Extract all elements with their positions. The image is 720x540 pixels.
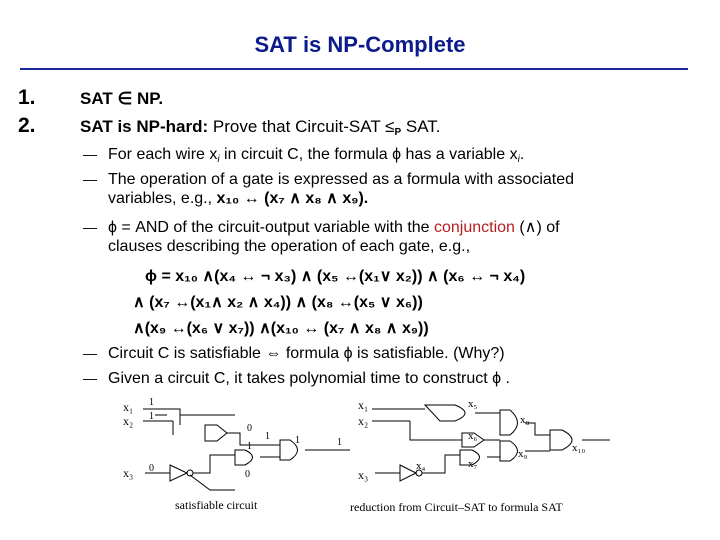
item-2-end: SAT.: [405, 117, 441, 136]
bullet-5: Given a circuit C, it takes polynomial time to construct ϕ .: [108, 370, 510, 387]
bullet-1-sub-b: i: [517, 154, 520, 165]
left-bit-9: 1: [337, 437, 342, 448]
left-bit-7: 1: [295, 435, 300, 446]
left-bit-5: 1: [247, 441, 252, 452]
left-caption: satisfiable circuit: [175, 498, 258, 512]
item-1-text: SAT ∈ NP.: [80, 89, 164, 108]
right-x3-label: x₃: [358, 468, 369, 482]
item-2-rest: Prove that Circuit-SAT ≤: [212, 117, 395, 136]
bullet-1-part-a: For each wire x: [108, 146, 218, 163]
right-x10-label: x₁₀: [572, 442, 586, 454]
bullet-3: [108, 218, 560, 256]
bullet-1-part-c: .: [519, 146, 525, 163]
right-caption: reduction from Circuit–SAT to formula SAT: [350, 500, 563, 514]
right-x1-label: x₁: [358, 398, 369, 412]
bullet-mark-5: —: [83, 370, 97, 386]
bullet-3-line-1: [108, 218, 560, 237]
satisfiable-circuit-diagram: [115, 395, 355, 520]
left-bit-4: 0: [247, 423, 252, 434]
conjunction-highlight: conjunction: [434, 219, 515, 236]
item-number-2: 2.: [18, 114, 36, 137]
bullet-3-text-b: (∧) of: [514, 219, 560, 236]
item-number-1: 1.: [18, 86, 36, 109]
right-x4-label: x₄: [416, 460, 426, 472]
right-x5-label: x₅: [468, 398, 478, 410]
bullet-2-line-2-text: variables, e.g.,: [108, 190, 217, 207]
bullet-1: [108, 145, 524, 169]
bullet-mark-1: —: [83, 146, 97, 162]
item-2-text: [80, 117, 441, 138]
right-x7-label: x₇: [468, 458, 478, 470]
bullet-mark-2: —: [83, 171, 97, 187]
left-x1-label: x₁: [123, 400, 134, 414]
left-x2-label: x₂: [123, 414, 134, 428]
title-divider: [20, 68, 688, 70]
right-x6-label: x₆: [468, 430, 478, 442]
formula-line-2: ∧ (x₇ ↔(x₁∧ x₂ ∧ x₄)) ∧ (x₈ ↔(x₅ ∨ x₆)): [133, 294, 423, 311]
bullet-1-part-b: in circuit C, the formula ϕ has a variable x: [219, 146, 518, 163]
left-bit-8: 0: [245, 469, 250, 480]
left-x3-label: x₃: [123, 466, 134, 480]
bullet-2-line-2: [108, 189, 574, 208]
bullet-4: Circuit C is satisfiable ⇔ formula ϕ is satisfiable. (Why?): [108, 345, 505, 362]
reduction-diagram: [350, 395, 612, 520]
left-bit-3: 0: [149, 463, 154, 474]
item-2-bold: SAT is NP-hard:: [80, 117, 209, 136]
bullet-3-line-2: clauses describing the operation of each gate, e.g.,: [108, 238, 471, 255]
formula-line-3: ∧(x₉ ↔(x₆ ∨ x₇)) ∧(x₁₀ ↔ (x₇ ∧ x₈ ∧ x₉)): [133, 320, 429, 337]
formula-line-1: ϕ = x₁₀ ∧(x₄ ↔ ¬ x₃) ∧ (x₅ ↔(x₁∨ x₂)) ∧ (x₆ ↔ ¬ x₄): [145, 268, 526, 285]
right-x2-label: x₂: [358, 414, 369, 428]
bullet-2: [108, 170, 574, 208]
bullet-mark-3: —: [83, 219, 97, 235]
slide-title: SAT is NP-Complete: [254, 32, 466, 57]
bullet-2-line-1: The operation of a gate is expressed as a formula with associated: [108, 171, 575, 188]
bullet-3-text-a: ϕ = AND of the circuit-output variable with the: [108, 219, 434, 236]
item-2-sub: P: [394, 127, 402, 138]
bullet-1-sub-a: i: [217, 154, 220, 165]
bullet-2-line-2-formula: x₁₀ ↔ (x₇ ∧ x₈ ∧ x₉).: [216, 190, 369, 207]
right-x8-label: x₈: [520, 414, 530, 426]
right-x9-label: x₉: [518, 448, 528, 460]
left-bit-2: 1: [149, 411, 154, 422]
left-bit-6: 1: [265, 431, 270, 442]
bullet-mark-4: —: [83, 345, 97, 361]
left-bit-1: 1: [149, 397, 154, 408]
